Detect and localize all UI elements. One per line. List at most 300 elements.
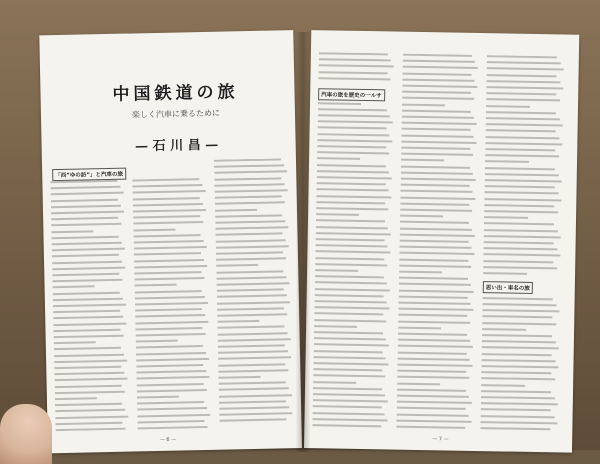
text-line — [483, 272, 527, 275]
text-line — [219, 400, 286, 403]
text-line — [399, 289, 474, 292]
text-line — [397, 370, 466, 373]
text-line — [53, 322, 126, 326]
text-line — [132, 184, 202, 187]
text-line — [316, 189, 388, 192]
text-line — [134, 252, 201, 255]
text-line — [485, 161, 529, 164]
text-line — [402, 91, 471, 94]
text-line — [401, 171, 473, 174]
text-line — [401, 147, 470, 150]
text-line — [400, 196, 475, 199]
text-line — [219, 388, 289, 391]
text-line — [315, 275, 384, 278]
text-line — [313, 393, 385, 396]
text-line — [485, 136, 559, 139]
text-line — [52, 273, 119, 276]
text-line — [313, 375, 385, 378]
text-line — [315, 300, 387, 303]
text-line — [134, 240, 204, 243]
text-line — [482, 340, 556, 343]
text-line — [397, 364, 472, 367]
text-line — [398, 345, 473, 348]
text-line — [314, 325, 357, 328]
text-line — [214, 171, 287, 175]
text-line — [316, 244, 388, 247]
text-line — [315, 294, 384, 297]
text-line — [215, 208, 257, 211]
text-line — [134, 265, 207, 269]
text-line — [217, 301, 290, 305]
text-line — [137, 407, 207, 410]
text-line — [399, 252, 474, 255]
text-line — [486, 86, 563, 89]
text-line — [317, 145, 386, 148]
text-line — [400, 202, 469, 205]
left-page — [39, 30, 302, 453]
text-line — [217, 307, 284, 310]
text-line — [318, 114, 390, 117]
text-line — [398, 308, 473, 311]
text-line — [400, 221, 469, 224]
text-line — [315, 269, 358, 272]
text-line — [52, 236, 119, 239]
text-line — [134, 246, 207, 250]
text-line — [318, 120, 393, 123]
text-line — [485, 173, 559, 176]
text-line — [133, 209, 206, 213]
text-line — [402, 128, 471, 131]
text-line — [216, 264, 258, 267]
text-line — [218, 344, 285, 347]
text-line — [397, 413, 469, 416]
text-line — [218, 350, 288, 353]
text-line — [398, 320, 470, 323]
text-line — [55, 378, 128, 382]
text-line — [316, 238, 385, 241]
text-line — [316, 213, 359, 216]
text-line — [55, 384, 122, 387]
text-line — [318, 108, 387, 111]
text-column-3 — [214, 158, 296, 428]
text-line — [316, 232, 391, 235]
page-number: — 6 — — [159, 436, 177, 443]
text-line — [486, 99, 560, 102]
text-line — [53, 298, 123, 301]
text-line — [219, 412, 292, 416]
text-line — [402, 78, 474, 81]
text-line — [51, 230, 93, 233]
text-line — [134, 277, 204, 280]
section-heading-2: 思い出・車名の旅 — [483, 281, 533, 294]
text-line — [53, 310, 120, 313]
text-line — [137, 401, 204, 404]
text-line — [397, 388, 466, 391]
text-line — [53, 286, 95, 289]
text-line — [319, 52, 388, 55]
text-line — [133, 228, 175, 231]
text-line — [398, 326, 441, 329]
text-line — [219, 394, 292, 398]
text-line — [319, 71, 388, 74]
text-line — [136, 345, 203, 348]
text-line — [137, 414, 210, 418]
text-line — [218, 357, 291, 361]
text-line — [483, 266, 557, 269]
text-line — [217, 282, 290, 286]
text-line — [397, 401, 472, 404]
right-page — [304, 30, 579, 453]
text-line — [51, 198, 118, 201]
text-line — [398, 333, 467, 336]
article-author: — 石 川 昌 — — [134, 137, 219, 155]
text-line — [400, 190, 472, 193]
text-line — [215, 214, 282, 217]
text-line — [483, 260, 553, 263]
text-line — [54, 347, 121, 350]
text-line — [315, 282, 387, 285]
text-line — [402, 85, 477, 88]
text-line — [484, 210, 558, 213]
text-line — [313, 368, 382, 371]
text-column-1 — [50, 180, 131, 432]
section-heading-1: 汽車の旅を歴史の一ルサ — [318, 88, 385, 101]
text-line — [481, 390, 551, 393]
text-line — [402, 97, 474, 100]
text-line — [486, 92, 556, 95]
text-line — [138, 426, 208, 429]
text-column-1 — [312, 52, 397, 433]
text-line — [317, 176, 392, 179]
text-line — [318, 102, 361, 105]
text-line — [137, 420, 204, 423]
text-line — [218, 332, 288, 335]
text-line — [399, 258, 468, 261]
text-line — [316, 201, 385, 204]
text-line — [136, 358, 209, 362]
text-line — [481, 415, 555, 418]
text-line — [219, 406, 289, 409]
text-line — [216, 251, 283, 254]
text-line — [136, 376, 209, 380]
text-line — [401, 140, 476, 143]
text-line — [400, 246, 472, 249]
text-line — [55, 403, 122, 406]
text-line — [484, 204, 554, 207]
text-line — [216, 270, 283, 273]
text-line — [483, 253, 560, 256]
text-line — [480, 421, 557, 424]
text-line — [481, 402, 558, 405]
text-line — [50, 186, 120, 189]
text-line — [136, 333, 206, 336]
text-line — [215, 196, 282, 199]
text-line — [135, 314, 205, 317]
text-line — [485, 185, 555, 188]
text-line — [313, 412, 385, 415]
text-line — [54, 372, 124, 375]
text-line — [315, 263, 387, 266]
text-line — [399, 283, 471, 286]
text-line — [398, 339, 470, 342]
text-line — [136, 352, 206, 355]
text-line — [401, 178, 476, 181]
text-line — [397, 376, 469, 379]
text-line — [401, 165, 470, 168]
text-line — [317, 151, 389, 154]
thumb — [0, 404, 52, 464]
text-line — [315, 288, 390, 291]
text-line — [317, 170, 389, 173]
text-line — [399, 271, 442, 274]
text-line — [401, 153, 473, 156]
text-line — [484, 222, 554, 225]
text-line — [314, 337, 386, 340]
text-line — [217, 289, 284, 292]
text-line — [403, 54, 472, 57]
text-line — [314, 331, 383, 334]
text-line — [403, 60, 475, 63]
article-subtitle: 楽しく汽車に乗るために — [131, 108, 221, 120]
text-line — [396, 419, 471, 422]
text-line — [487, 74, 557, 77]
text-line — [403, 66, 478, 69]
text-line — [133, 203, 203, 206]
text-line — [133, 190, 206, 194]
text-line — [397, 382, 440, 385]
text-line — [214, 177, 281, 180]
text-line — [214, 158, 281, 161]
text-line — [133, 221, 203, 224]
text-line — [314, 356, 386, 359]
text-line — [53, 329, 120, 332]
text-line — [137, 383, 204, 386]
text-line — [402, 109, 471, 112]
text-line — [136, 370, 206, 373]
text-line — [52, 248, 125, 252]
text-line — [487, 61, 561, 64]
text-line — [55, 422, 122, 425]
text-line — [134, 259, 204, 262]
text-line — [216, 233, 283, 236]
text-line — [481, 384, 525, 387]
text-line — [215, 189, 288, 193]
text-line — [51, 223, 121, 226]
text-line — [401, 134, 473, 137]
text-column-2 — [396, 54, 481, 435]
text-line — [50, 180, 117, 183]
text-line — [51, 205, 121, 208]
text-line — [398, 357, 470, 360]
text-line — [135, 321, 208, 325]
text-line — [317, 158, 360, 161]
text-line — [485, 142, 562, 145]
text-line — [55, 415, 128, 419]
text-line — [317, 133, 389, 136]
text-line — [313, 362, 388, 365]
text-line — [481, 371, 551, 374]
text-line — [215, 202, 285, 205]
text-line — [214, 183, 284, 186]
text-line — [315, 257, 384, 260]
text-line — [52, 242, 122, 245]
text-line — [216, 257, 286, 260]
text-line — [52, 266, 125, 270]
text-line — [314, 319, 386, 322]
text-line — [483, 303, 557, 306]
text-line — [487, 55, 557, 58]
text-line — [482, 328, 526, 331]
text-line — [399, 295, 468, 298]
text-line — [133, 215, 200, 218]
text-line — [52, 279, 122, 282]
text-line — [316, 207, 388, 210]
text-line — [398, 351, 467, 354]
text-line — [485, 167, 555, 170]
text-line — [485, 148, 555, 151]
text-line — [216, 239, 286, 242]
text-line — [486, 111, 556, 114]
magazine-spread — [38, 12, 578, 448]
text-column-3 — [480, 55, 567, 436]
text-line — [482, 334, 552, 337]
text-line — [215, 226, 288, 230]
text-line — [481, 396, 555, 399]
text-line — [482, 309, 559, 312]
text-line — [135, 327, 202, 330]
text-line — [54, 335, 124, 338]
text-line — [318, 77, 390, 80]
text-line — [214, 165, 284, 168]
text-line — [132, 178, 199, 181]
text-line — [482, 359, 556, 362]
text-line — [216, 276, 286, 279]
text-line — [399, 302, 471, 305]
text-line — [398, 314, 467, 317]
text-line — [486, 123, 563, 126]
text-line — [484, 241, 554, 244]
text-line — [53, 291, 120, 294]
text-line — [51, 217, 118, 220]
text-line — [318, 127, 387, 130]
text-line — [52, 254, 119, 257]
text-line — [315, 251, 390, 254]
text-line — [136, 340, 178, 343]
text-line — [312, 418, 387, 421]
text-line — [218, 338, 291, 342]
text-line — [136, 364, 203, 367]
text-line — [312, 424, 381, 427]
text-line — [51, 192, 124, 196]
section-heading: 「西”ゆの訪”」と汽車の旅 — [52, 168, 126, 182]
text-line — [55, 409, 125, 412]
text-line — [402, 122, 477, 125]
text-line — [135, 290, 202, 293]
text-line — [400, 233, 475, 236]
text-line — [55, 397, 97, 400]
text-line — [482, 315, 552, 318]
text-line — [319, 58, 391, 61]
page-number: — 7 — — [432, 436, 449, 443]
text-line — [486, 117, 560, 120]
text-line — [51, 211, 124, 215]
text-line — [319, 65, 394, 68]
text-line — [401, 184, 470, 187]
text-line — [314, 350, 383, 353]
text-line — [484, 198, 561, 201]
text-line — [54, 353, 124, 356]
text-line — [217, 320, 259, 323]
text-line — [219, 382, 286, 385]
text-line — [52, 260, 122, 263]
text-line — [217, 313, 287, 316]
text-line — [317, 182, 386, 185]
text-line — [402, 116, 474, 119]
text-line — [482, 353, 552, 356]
text-line — [219, 419, 286, 422]
text-line — [133, 197, 200, 200]
text-line — [484, 216, 528, 219]
text-line — [316, 226, 388, 229]
text-line — [134, 234, 201, 237]
text-line — [486, 80, 560, 83]
text-line — [316, 195, 391, 198]
text-line — [399, 277, 468, 280]
text-line — [482, 346, 559, 349]
text-line — [56, 428, 126, 431]
text-line — [54, 341, 96, 344]
text-line — [403, 72, 472, 75]
text-line — [314, 313, 383, 316]
text-line — [313, 387, 382, 390]
text-line — [482, 322, 556, 325]
text-line — [400, 227, 472, 230]
text-line — [54, 359, 127, 363]
text-line — [134, 271, 201, 274]
text-line — [53, 316, 123, 319]
text-line — [486, 105, 530, 108]
text-line — [217, 295, 287, 298]
text-line — [54, 366, 121, 369]
text-line — [135, 302, 208, 306]
article-title: 中国鉄道の旅 — [112, 82, 239, 105]
text-line — [396, 426, 465, 429]
text-line — [55, 390, 125, 393]
text-line — [218, 376, 260, 379]
text-line — [397, 407, 466, 410]
text-line — [316, 220, 385, 223]
text-line — [313, 381, 356, 384]
text-line — [53, 304, 126, 308]
text-line — [317, 139, 392, 142]
text-line — [137, 389, 207, 392]
text-line — [485, 154, 559, 157]
book-gutter — [296, 32, 310, 452]
text-line — [402, 103, 445, 106]
text-line — [481, 408, 551, 411]
text-line — [215, 220, 285, 223]
text-line — [484, 235, 561, 238]
text-line — [400, 240, 469, 243]
text-line — [484, 192, 558, 195]
text-line — [480, 427, 550, 430]
text-line — [218, 363, 285, 366]
text-line — [317, 164, 386, 167]
text-line — [399, 264, 471, 267]
text-line — [313, 406, 382, 409]
text-line — [314, 344, 389, 347]
text-line — [483, 247, 557, 250]
